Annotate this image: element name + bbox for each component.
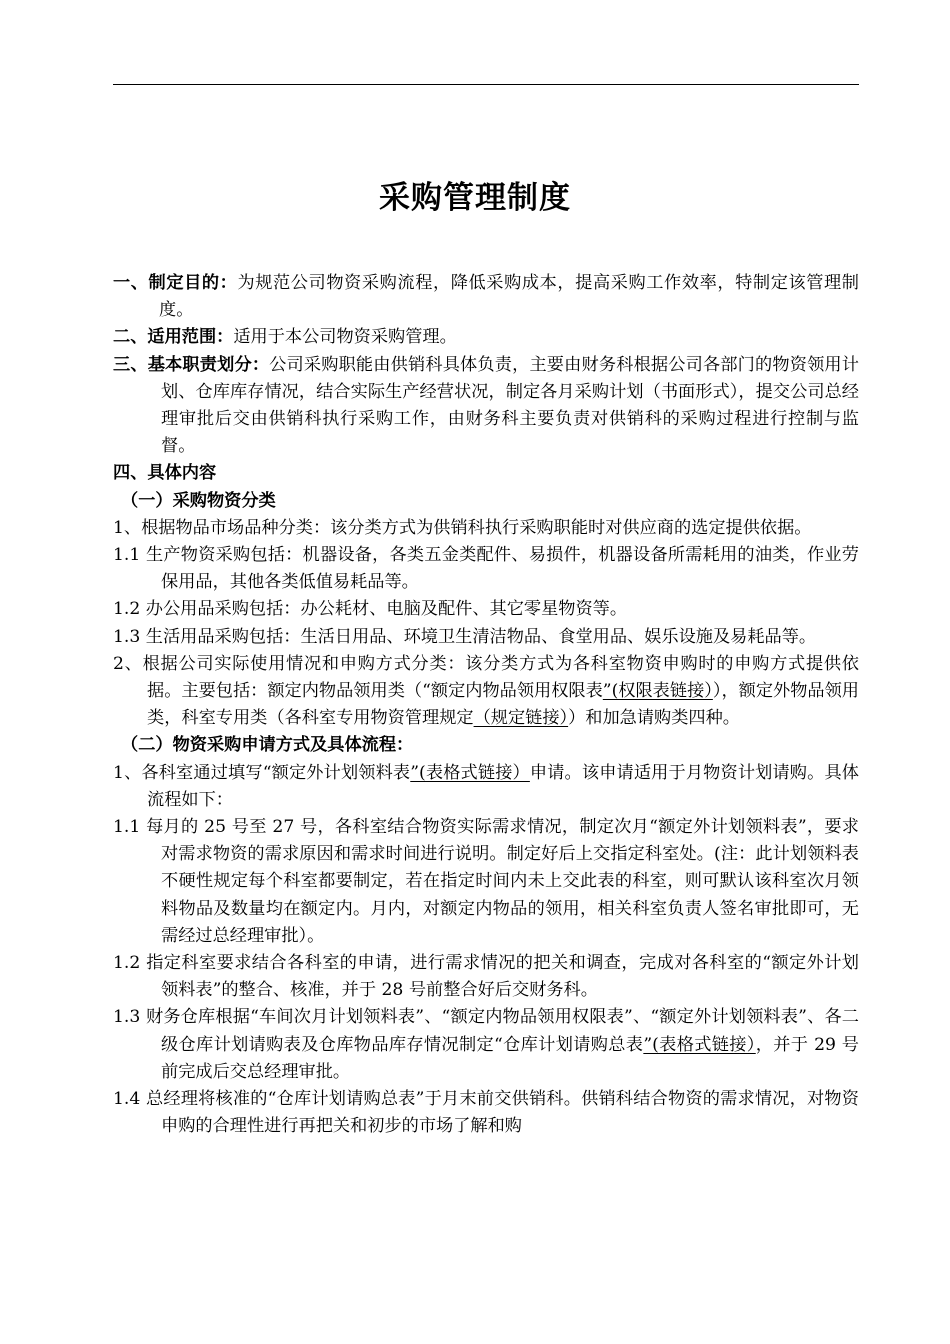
list-item-text: 申请。该申请适用于月物资计划请购。具体流程如下：: [147, 762, 859, 810]
list-item: 1.2 办公用品采购包括：办公耗材、电脑及配件、其它零星物资等。: [113, 599, 628, 620]
permission-table-link[interactable]: ”(权限表链接）: [602, 681, 713, 702]
list-item-text: ）和加急请购类四种。: [568, 708, 740, 729]
page-title: 采购管理制度: [379, 180, 571, 216]
list-item-text: ，并于 29 号前完成后交总经理审批。: [161, 1034, 859, 1082]
list-item-text: 2、根据公司实际使用情况和申购方式分类：该分类方式为各科室物资申购时的申购方式提供依据。主要包括：额定内物品领用类（“额定内物品领用权限表: [113, 653, 859, 702]
section-heading: 三、基本职责划分：: [113, 354, 270, 375]
section-text: 公司采购职能由供销科具体负责，主要由财务科根据公司各部门的物资领用计划、仓库库存情况，结合实际生产经营状况，制定各月采购计划（书面形式），提交公司总经理审批后交由供销科执行采购工作，由财务科主要负责对供销科的采购过程进行控制与监督。: [161, 354, 859, 457]
form-template-link[interactable]: ”(表格式链接）: [410, 762, 530, 783]
list-item: 1.2 指定科室要求结合各科室的申请，进行需求情况的把关和调查，完成对各科室的“额定外计划领料表”的整合、核准，并于 28 号前整合好后交财务科。: [113, 953, 859, 1001]
section-text: 适用于本公司物资采购管理。: [233, 327, 457, 348]
rules-link[interactable]: （规定链接）: [473, 708, 569, 729]
list-item: 1.4 总经理将核准的“仓库计划请购总表”于月末前交供销科。供销科结合物资的需求情况，对物资申购的合理性进行再把关和初步的市场了解和购: [113, 1089, 859, 1137]
list-item-text: 1.3 财务仓库根据“车间次月计划领料表”、“额定内物品领用权限表”、“额定外计划领料表”、各二级仓库计划请购表及仓库物品库存情况制定“仓库计划请购总表: [113, 1007, 859, 1055]
section-responsibility: [113, 352, 859, 461]
list-item: 1.1 生产物资采购包括：机器设备，各类五金类配件、易损件，机器设备所需耗用的油类，作业劳保用品，其他各类低值易耗品等。: [113, 545, 859, 593]
list-item-text: 1、各科室通过填写“额定外计划领料表: [113, 762, 411, 783]
subsection-heading-process: （二）物资采购申请方式及具体流程：: [121, 735, 414, 756]
section-scope: [113, 324, 859, 351]
section-text: 为规范公司物资采购流程，降低采购成本，提高采购工作效率，特制定该管理制度。: [159, 273, 859, 321]
section-heading: 一、制定目的：: [113, 273, 238, 293]
list-item-text: ），额定外物品领用类，科室专用类（各科室专用物资管理规定: [147, 681, 859, 729]
header-rule: [113, 84, 859, 85]
list-item: [113, 1004, 859, 1086]
form-template-link[interactable]: ”(表格式链接）: [643, 1034, 756, 1055]
list-item: 1.1 每月的 25 号至 27 号，各科室结合物资实际需求情况，制定次月“额定外计划领料表”，要求对需求物资的需求原因和需求时间进行说明。制定好后上交指定科室处。(注：此计划领料表不硬性规定每个科室都要制定，若在指定时间内未上交此表的科室，则可默认该科室次月领料物品及数量均在额定内。月内，对额定内物品的领用，相关科室负责人签名审批即可，无需经过总经理审批）。: [113, 817, 859, 946]
subsection-heading-classification: （一）采购物资分类: [121, 490, 276, 511]
list-item: [113, 651, 859, 733]
document-body: [113, 270, 859, 1141]
list-item: [113, 760, 859, 814]
section-purpose: [113, 270, 859, 324]
list-item: 1、根据物品市场品种分类：该分类方式为供销科执行采购职能时对供应商的选定提供依据。: [113, 517, 812, 538]
section-content-heading: 四、具体内容: [113, 463, 217, 484]
list-item: 1.3 生活用品采购包括：生活日用品、环境卫生清洁物品、食堂用品、娱乐设施及易耗品等。: [113, 626, 817, 647]
section-heading: 二、适用范围：: [113, 327, 234, 348]
